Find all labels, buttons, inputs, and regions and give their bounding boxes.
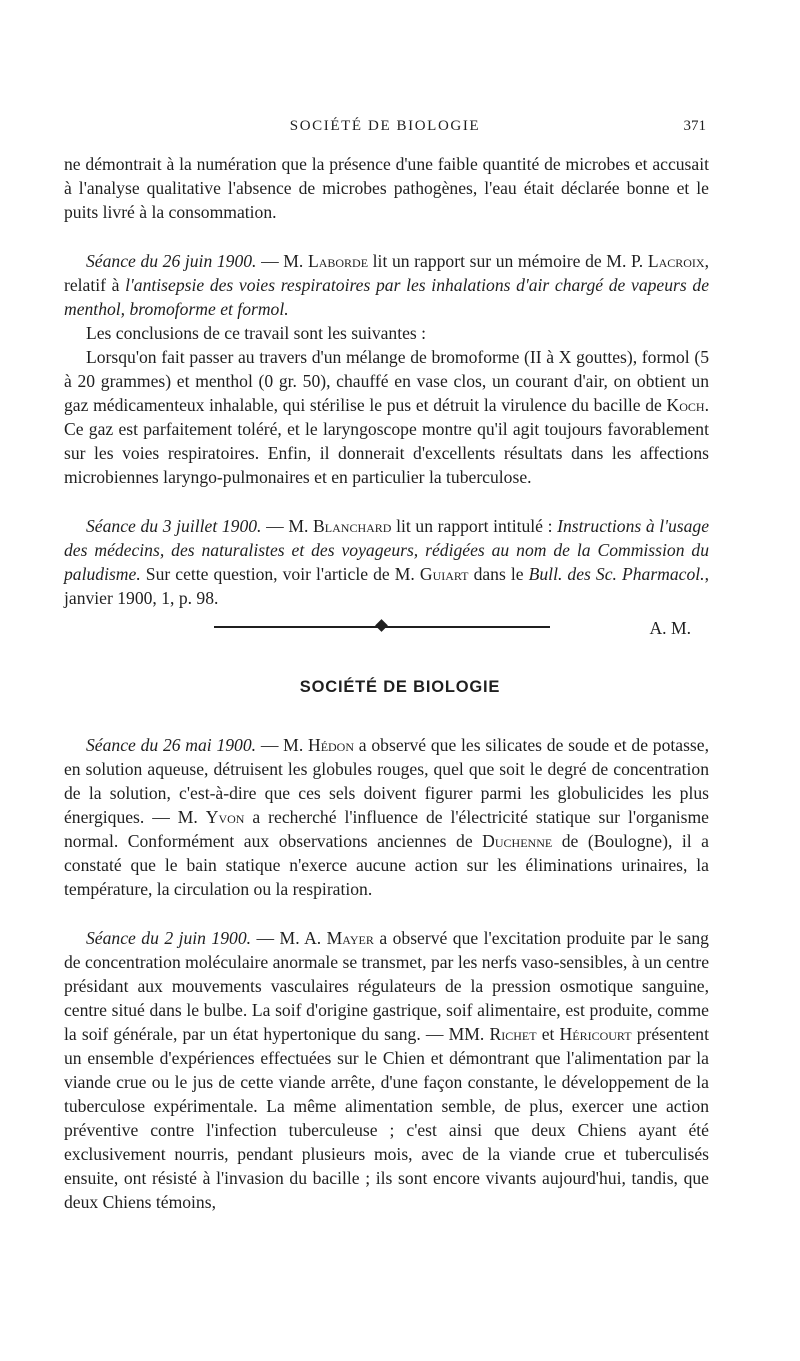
- session-date: Séance du 2 juin 1900.: [86, 928, 252, 948]
- running-title: SOCIÉTÉ DE BIOLOGIE: [289, 118, 481, 134]
- person-name: Lacroix: [647, 251, 705, 271]
- memoir-title: l'antisepsie des voies respiratoires par les inhalations d'air chargé de vapeurs de menthol, bromoforme et formol.: [64, 275, 709, 319]
- session-date: Séance du 26 mai 1900.: [86, 735, 257, 755]
- person-name: Mayer: [326, 928, 374, 948]
- person-name: Koch: [666, 395, 705, 415]
- session-date: Séance du 26 juin 1900.: [86, 251, 257, 271]
- person-name: Héricourt: [559, 1024, 632, 1044]
- journal-title: Bull. des Sc. Pharmacol.: [528, 564, 705, 584]
- section-title: SOCIÉTÉ DE BIOLOGIE: [299, 678, 501, 696]
- bottom-text-block: [64, 733, 709, 1214]
- page-number: 371: [683, 118, 706, 134]
- person-name: Duchenne: [482, 831, 553, 851]
- person-name: Hédon: [307, 735, 355, 755]
- person-name: Blanchard: [313, 516, 392, 536]
- top-text-block: [64, 152, 709, 640]
- person-name: Yvon: [205, 807, 245, 827]
- paragraph-seance-2-juin: Séance du 2 juin 1900. — M. A. Mayer a observé que l'excitation produite par le sang de concentration moléculaire anormale se transmet, par les nerfs vaso-sensibles, à un centre présidant aux mouvements vasculaires régulateurs de la pression osmotique sanguine, centre situé dans le bulbe. La soif d'origine gastrique, soif alimentaire, est produite, comme la soif générale, par un état hypertonique du sang. — MM. Richet et Héricourt présentent un ensemble d'expériences effectuées sur le Chien et démontrant que l'alimentation par la viande crue ou le jus de cette viande arrête, d'une façon constante, le développement de la tuberculose expérimentale. La même alimentation semble, de plus, exercer une action préventive contre l'infection tuberculeuse ; c'est ainsi que deux Chiens ayant été exclusivement nourris, pendant plusieurs mois, avec de la viande crue et tuberculisés ensuite, ont résisté à l'invasion du bacille ; ils sont encore vivants aujourd'hui, tandis, que deux Chiens témoins,: [64, 928, 709, 1212]
- paragraph-continuation: ne démontrait à la numération que la présence d'une faible quantité de microbes et accusait à l'analyse qualitative l'absence de microbes pathogènes, l'eau était déclarée bonne et le puits livré à la consommation.: [64, 154, 709, 222]
- paragraph-conclusions-intro: Les conclusions de ce travail sont les suivantes :: [86, 323, 427, 343]
- paragraph-seance-3-juillet: Séance du 3 juillet 1900. — M. Blanchard lit un rapport intitulé : Instructions à l'usage des médecins, des naturalistes et des voyageurs, rédigées au nom de la Commission du paludisme. Sur cette question, voir l'article de M. Guiart dans le Bull. des Sc. Pharmacol., janvier 1900, 1, p. 98.: [64, 516, 710, 608]
- person-name: Laborde: [307, 251, 369, 271]
- person-name: Guiart: [419, 564, 469, 584]
- paragraph-seance-26-mai: Séance du 26 mai 1900. — M. Hédon a observé que les silicates de soude et de potasse, en solution aqueuse, détruisent les globules rouges, quel que soit le degré de concentration de la solution, c'est-à-dire que ces sels doivent figurer parmi les globulicides les plus énergiques. — M. Yvon a recherché l'influence de l'électricité statique sur l'organisme normal. Conformément aux observations anciennes de Duchenne de (Boulogne), il a constaté que le bain statique n'exerce aucune action sur les éliminations urinaires, la température, la circulation ou la respiration.: [64, 735, 709, 899]
- paragraph-seance-26-juin: Séance du 26 juin 1900. — M. Laborde lit un rapport sur un mémoire de M. P. Lacroix, relatif à l'antisepsie des voies respiratoires par les inhalations d'air chargé de vapeurs de menthol, bromoforme et formol.: [64, 251, 709, 319]
- person-name: Richet: [489, 1024, 537, 1044]
- paragraph-conclusions: Lorsqu'on fait passer au travers d'un mélange de bromoforme (II à X gouttes), formol (5 à 20 grammes) et menthol (0 gr. 50), chauffé en vase clos, un courant d'air, on obtient un gaz médicamenteux inhalable, qui stérilise le pus et détruit la virulence du bacille de Koch. Ce gaz est parfaitement toléré, et le laryngoscope montre qu'il agit toujours favorablement sur les voies respiratoires. Enfin, il donnerait d'excellents résultats dans les affections microbiennes laryngo-pulmonaires et en particulier la tuberculose.: [64, 347, 709, 487]
- session-date: Séance du 3 juillet 1900.: [86, 516, 262, 536]
- running-head: [64, 118, 706, 138]
- author-signature: A. M.: [649, 618, 691, 638]
- report-title: Instructions à l'usage des médecins, des naturalistes et des voyageurs, rédigées au nom de la Commission du paludisme.: [64, 516, 710, 584]
